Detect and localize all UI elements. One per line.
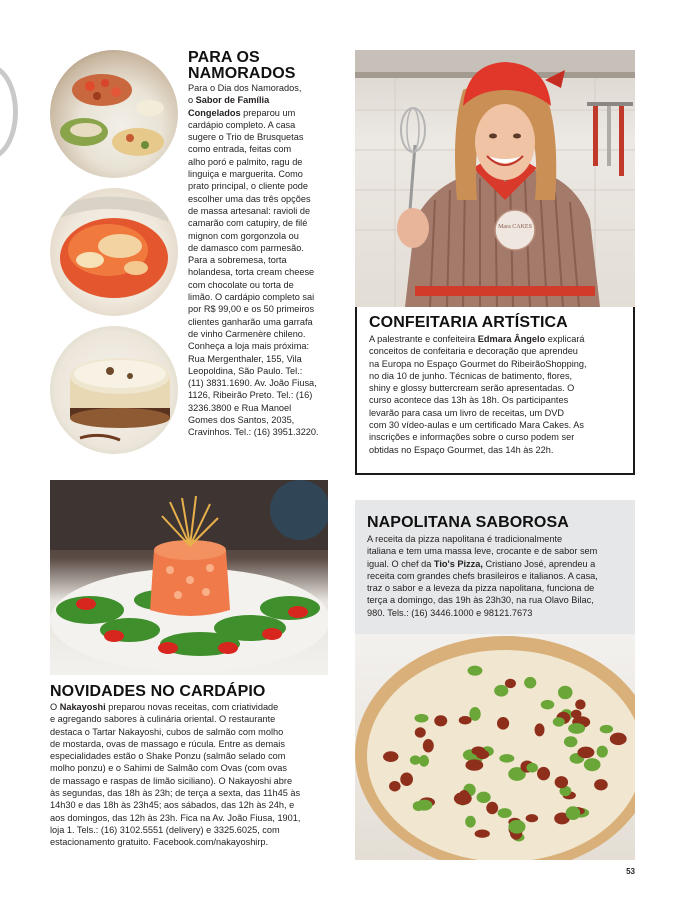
cheesecake-photo [50,326,178,454]
namorados-body-line: holandesa, torta cream cheese [188,267,315,278]
pizza-topping [498,808,512,818]
confeitaria-box [355,307,635,475]
namorados-body-line: escolher uma das três opções [188,193,311,204]
confeitaria-body-line: na Europa no Espaço Gourmet do RibeirãoShopping, [369,358,587,369]
napolitana-body-line: 980. Tels.: (16) 3446.1000 e 98121.7673 [367,607,533,618]
namorados-body-line: sugere o Trio de Brusquetas [188,132,304,143]
namorados-body-line: limão. O cardápio completo sai [188,292,315,303]
namorados-body-line: (11) 3831.1690. Av. João Fiusa, [188,378,317,389]
novidades-body-line: de massago e raspas de limão siciliano). O Nakayoshi abre [50,775,293,786]
pizza-topping [415,727,426,737]
pizza-topping [564,736,578,747]
pizza-topping [537,767,550,781]
pizza-topping [486,802,498,814]
page-number: 53 [626,867,635,876]
namorados-body-line: alho poró e palmito, ragu de [188,156,303,167]
novidades-body-line: destaca o Tartar Nakayoshi, cubos de salmão com molho [50,726,284,737]
pizza-photo [355,634,635,860]
pizza-topping [505,679,516,688]
namorados-body-line: Leopoldina, São Paulo. Tel.: [188,365,303,376]
namorados-title-line1: PARA OS [188,49,260,66]
cheesecake-illustration [50,326,178,454]
napolitana-body-line: receita com grandes chefs brasileiros e italianos. A casa, [367,570,598,581]
pizza-topping [400,772,413,786]
bruschetta-illustration [50,50,178,178]
pizza-topping [571,710,582,719]
pizza-topping [575,699,585,709]
namorados-body-line: o Sabor de Família [188,95,270,106]
namorados-body-line: cardápio completo. A casa [188,119,296,130]
confeitaria-body-line: curso acontece das 13h às 18h. Os participantes [369,395,569,406]
pizza-topping [494,685,508,697]
namorados-body-line: 3236.3800 e Rua Manoel [188,402,292,413]
napolitana-body-line: traz o sabor e a leveza da pizza napolitana, funciona de [367,583,595,594]
namorados-body-line: por R$ 99,00 e os 50 primeiros [188,304,315,315]
novidades-body-line: às segundas, das 18h às 23h; de terça a sexta, das 11h45 às [50,788,301,799]
novidades-body-line: e agregando sabores à culinária oriental. O restaurante [50,714,276,725]
confeitaria-body-line: shiny e glossy buttercream serão apresentadas. O [369,383,575,394]
pizza-topping [524,677,536,689]
novidades-body-line: de mostarda, ovas de massago e rúcula. Entre as demais [50,738,285,749]
pizza-topping [423,739,434,752]
pizza-topping [499,754,514,763]
namorados-body-line: linguiça e marguerita. Como [188,169,303,180]
pizza-topping [389,781,401,792]
novidades-body-line: loja 1. Tels.: (16) 3102.5551 (delivery) e 3325.6025, com [50,824,280,835]
namorados-body-line: Conheça a loja mais próxima: [188,341,310,352]
novidades-body-line: estacionamento gratuito. Facebook.com/nakayoshirp. [50,837,269,848]
napolitana-title: NAPOLITANA SABOROSA [367,514,569,531]
apron-logo-text: Mara CAKES [498,224,532,230]
pizza-topping [497,717,509,730]
namorados-body-line: de vinho Carmenère chileno. [188,328,306,339]
namorados-body-line: Gomes dos Santos, 2035, [188,415,295,426]
pizza-topping [465,816,476,828]
namorados-title [188,50,296,82]
novidades-body-line: molho ponzu) e o Sahimi de Salmão com Ovas (com ovas [50,763,287,774]
namorados-body [188,82,348,439]
namorados-body-line: com chocolate ou torta de [188,279,294,290]
pizza-topping [541,700,555,710]
chef-photo [355,50,635,307]
pizza-topping [413,801,424,811]
pizza-topping [535,723,545,736]
confeitaria-body-line: inscrições e informações sobre o curso podem ser [369,432,575,443]
pizza-topping [465,759,483,770]
pizza-topping [553,717,565,726]
bruschetta-photo [50,50,178,178]
ravioli-illustration [50,188,178,316]
namorados-body-line: Rua Mergenthaler, 155, Vila [188,353,302,364]
pizza-topping [434,715,447,726]
namorados-body-line: clientes ganharão uma garrafa [188,316,313,327]
namorados-body-line: de damasco com parmesão. [188,242,304,253]
pizza-topping [555,776,568,788]
chef-illustration [355,50,635,307]
confeitaria-title: CONFEITARIA ARTÍSTICA [369,314,568,331]
namorados-body-line: Cravinhos. Tel.: (16) 3951.3220. [188,427,319,438]
napolitana-body-line: igual. O chef da Tio's Pizza, Cristiano José, aprendeu a [367,558,596,569]
namorados-body-line: como entrada, feitas com [188,144,292,155]
salmon-tartar-photo [50,480,328,675]
pizza-topping [415,714,429,723]
pizza-topping [459,716,472,724]
confeitaria-body-line: obtidas no Espaço Gourmet, das 14h às 22h. [369,444,554,455]
novidades-title: NOVIDADES NO CARDÁPIO [50,683,266,700]
confeitaria-body-line: levarão para casa um livro de receitas, um DVD [369,407,565,418]
pizza-topping [468,666,483,676]
novidades-body-line: O Nakayoshi preparou novas receitas, com criatividade [50,702,279,712]
salmon-tartar-illustration [50,480,328,675]
confeitaria-body-line: no dia 10 de junho. Técnicas de batimento, flores, [369,370,573,381]
namorados-body-line: prato principal, o cliente pode [188,181,309,192]
napolitana-body [367,533,629,619]
pizza-topping [558,686,573,699]
pizza-topping [566,806,581,820]
pizza-topping [526,814,539,822]
novidades-body-line: 14h30 e das 18h às 23h45; aos sábados, das 12h às 24h, e [50,800,295,811]
namorados-body-line: de massa artesanal: ravioli de [188,205,311,216]
pizza-topping [584,758,601,771]
napolitana-body-line: terça a domingo, das 19h às 23h30, na rua Olavo Bilac, [367,595,594,606]
ravioli-photo [50,188,178,316]
pizza-topping [568,723,585,734]
novidades-body [50,701,340,849]
pizza-topping [383,751,398,762]
namorados-body-line: 1126, Ribeirão Preto. Tel.: (16) [188,390,313,401]
pizza-topping [475,829,490,837]
napolitana-body-line: italiana e tem uma massa leve, crocante e de sabor sem [367,546,598,557]
pizza-topping [419,755,429,767]
napolitana-body-line: A receita da pizza napolitana é tradicionalmente [367,534,563,544]
namorados-title-line2: NAMORADOS [188,65,296,82]
pizza-topping [508,820,525,834]
napolitana-box [355,500,635,634]
pizza-topping [477,792,491,803]
pizza-topping [600,725,613,734]
pizza-topping [577,747,594,759]
confeitaria-body-line: A palestrante e confeiteira Edmara Ângelo explicará [369,334,585,344]
pizza-topping [597,746,608,758]
namorados-body-line: Congelados preparou um [188,107,296,118]
novidades-body-line: especialidades estão o Shake Ponzu (salmão selado com [50,751,286,762]
pizza-topping [472,746,486,755]
pizza-topping [594,779,608,790]
confeitaria-body-line: conceitos de confeitaria e decoração que aprendeu [369,346,578,357]
novidades-body-line: aos domingos, das 12h às 23h. Fica na Av. João Fiusa, 1901, [50,812,301,823]
namorados-body-line: camarão com catupiry, de filé [188,218,308,229]
confeitaria-body-line: com 30 vídeo-aulas e um certificado Mara Cakes. As [369,420,584,431]
namorados-body-line: Para o Dia dos Namorados, [188,83,302,93]
namorados-body-line: mignon com gorgonzola ou [188,230,299,241]
edge-ornament [0,64,18,160]
pizza-illustration [355,634,635,860]
pizza-topping [454,792,472,805]
pizza-topping [610,733,627,745]
pizza-topping [526,763,537,773]
confeitaria-body [369,333,631,456]
namorados-body-line: Para a sobremesa, torta [188,255,287,266]
